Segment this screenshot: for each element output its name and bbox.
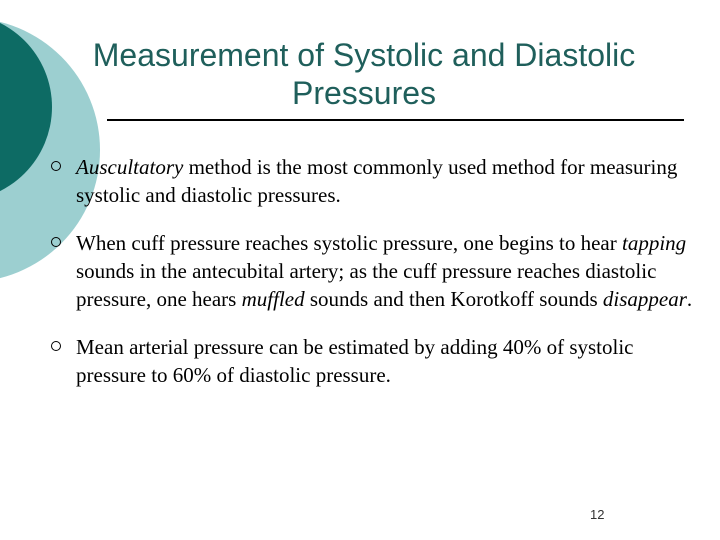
bullet-circle-icon xyxy=(51,237,61,247)
title-underline xyxy=(107,119,684,121)
bullet-item xyxy=(48,229,698,313)
text-run: sounds in the antecubital artery; as the cuff pressure reaches diastolic pressure, one hears xyxy=(76,259,657,311)
bullet-list xyxy=(48,153,698,389)
slide-title xyxy=(44,36,684,112)
bullet-item xyxy=(48,153,698,209)
title-line-2: Pressures xyxy=(291,75,437,111)
bullet-item xyxy=(48,333,698,389)
bullet-circle-icon xyxy=(51,161,61,171)
bullet-text xyxy=(76,231,692,311)
emphasized-text: Auscultatory xyxy=(76,155,184,179)
text-run: Mean arterial pressure can be estimated by adding 40% of systolic pressure to 60% of diastolic pressure. xyxy=(76,335,634,387)
bullet-text xyxy=(76,155,677,207)
text-run: When cuff pressure reaches systolic pressure, one begins to hear xyxy=(76,231,622,255)
bullet-text xyxy=(76,335,633,387)
emphasized-text: tapping xyxy=(622,231,687,255)
title-line-1: Measurement of Systolic and Diastolic xyxy=(92,37,636,73)
text-run: . xyxy=(686,287,693,311)
emphasized-text: muffled xyxy=(241,287,305,311)
text-run: method is the most commonly used method for measuring systolic and diastolic pressures. xyxy=(76,155,678,207)
text-run: sounds and then Korotkoff sounds xyxy=(304,287,603,311)
page-number: 12 xyxy=(590,507,605,522)
emphasized-text: disappear xyxy=(602,287,687,311)
bullet-circle-icon xyxy=(51,341,61,351)
